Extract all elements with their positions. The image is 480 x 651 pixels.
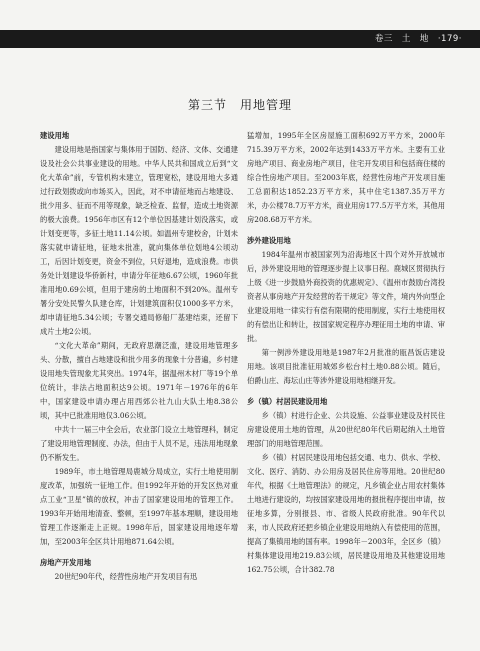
section-title: 第三节 用地管理 [187, 98, 292, 112]
running-header-text: 卷三 土 地 ·179· [374, 34, 462, 44]
heading-foreign-land: 涉外建设用地 [247, 236, 291, 245]
paragraph: 1984年温州市被国家列为沿海地区十四个对外开放城市后，涉外建设用地的管理逐步提上议事日程。鹿城区贯彻执行上级《进一步鼓励外商投资的优惠规定》、《温州市鼓励台湾投资者从事房地产开发经营的若干规定》等文件，境内外向型企业建设用地一律实行有偿有限期的使用制度，实行土地使用权的有偿出让和转让，按国家规定程序办理征用土地的申请、审批。 [247, 250, 445, 343]
heading-construction-land: 建设用地 [40, 131, 70, 140]
heading-real-estate-land: 房地产开发用地 [40, 558, 92, 567]
paragraph: 猛增加，1995年全区房屋施工面积692万平方米，2000年715.39万平方米，2002年达到1433万平方米。主要有工业房地产项目、商业房地产项目，住宅开发项目和包括商住楼的综合性房地产项目。至2003年底，经营性房地产开发项目施工总面积达1852.23万平方米，其中住宅1387.35万平方米，办公楼78.7万平方米，商业用房177.5万平方米，其他用房208.68万平方米。 [247, 131, 445, 224]
paragraph: 第一例涉外建设用地是1987年2月批准的瓯昌饭店建设用地。该项目批准征用城郊乡松台村土地0.88公顷。随后，伯爵山庄、海坛山庄等涉外建设用地相继开发。 [247, 348, 445, 385]
paragraph: “文化大革命”期间，无政府思潮泛滥，建设用地管理多头、分散，擅自占地建设和批少用多的现象十分普遍，乡村建设用地失管现象尤其突出。1974年，据温州木材厂等19个单位统计，非法占地面积达9公顷。1971年－1976年的6年中，国家建设申请办理占用西郊公社九山大队土地8.38公顷，其中已批准用地仅3.06公顷。 [40, 341, 238, 420]
paragraph: 乡（镇）村居民建设用地包括交通、电力、供水、学校、文化、医疗、消防、办公用房及居民住房等用地。20世纪80年代，根据《土地管理法》的规定，凡乡镇企业占用农村集体土地进行建设的，均按国家建设用地的报批程序提出申请，按征地多算，分别报县、市、省级人民政府批准。90年代以来，市人民政府还把乡镇企业建设用地纳入有偿使用的范围，提高了集镇用地的国有率。1998年－2003年，全区乡（镇）村集体建设用地219.83公顷，居民建设用地及其他建设用地162.75公顷，合计382.78 [247, 453, 445, 574]
paragraph: 1989年，市土地管理局鹿城分局成立，实行土地使用制度改革，加强统一征地工作。但1992年开始的开发区热对重点工业“卫星”镇的放权，冲击了国家建设用地的管理工作。1993年开始用地清查、整顿，至1997年基本理顺，建设用地管理工作逐渐走上正规。1998年后，国家建设用地逐年增加，至2003年全区共计用地871.64公顷。 [40, 467, 238, 546]
paragraph: 乡（镇）村进行企业、公共设施、公益事业建设及村民住房建设使用土地的管理，从20世纪80年代后期起纳入土地管理部门的用地管理范围。 [247, 411, 445, 448]
running-header [0, 30, 480, 48]
left-column [40, 129, 238, 584]
paragraph: 中共十一届三中全会后，农业部门设立土地管理科，制定了建设用地管理制度、办法，但由于人员不足，违法用地现象仍不断发生。 [40, 425, 238, 462]
right-column [247, 129, 445, 577]
paragraph: 建设用地是指国家与集体用于国防、经济、文体、交通建设及社会公共事业建设的用地。中华人民共和国成立后到“文化大革命”前，专管机构未建立，管理宽松，建设用地大多通过行政划拨或向市场买入，因此，对不申请征地而占地建设、批少用多、征而不用等现象，缺乏检查、监督，造成土地资源的极大浪费。1956年市区有12个单位因基建计划没落实，或计划变更等，多征土地11.14公顷。如温州专建校舍，计划未落实就申请征地，征地未批准，就向集体单位划地4公顷动工，后因计划变更，资金不到位，只好退地，造成浪费。市供务处计划建设华侨新村，申请分年征地6.67公顷，1960年批准用地0.69公顷，但用于建房的土地面积不到20%。温州专署分安处民警久队建仓库，计划建筑面积仅1000多平方米，却申请征地5.34公顷；专署交通局修船厂基建结束，还留下成片土地2公顷。 [40, 145, 238, 336]
heading-village-land: 乡（镇）村居民建设用地 [247, 397, 328, 406]
paragraph: 20世纪90年代，经营性房地产开发项目有迅 [54, 572, 198, 581]
